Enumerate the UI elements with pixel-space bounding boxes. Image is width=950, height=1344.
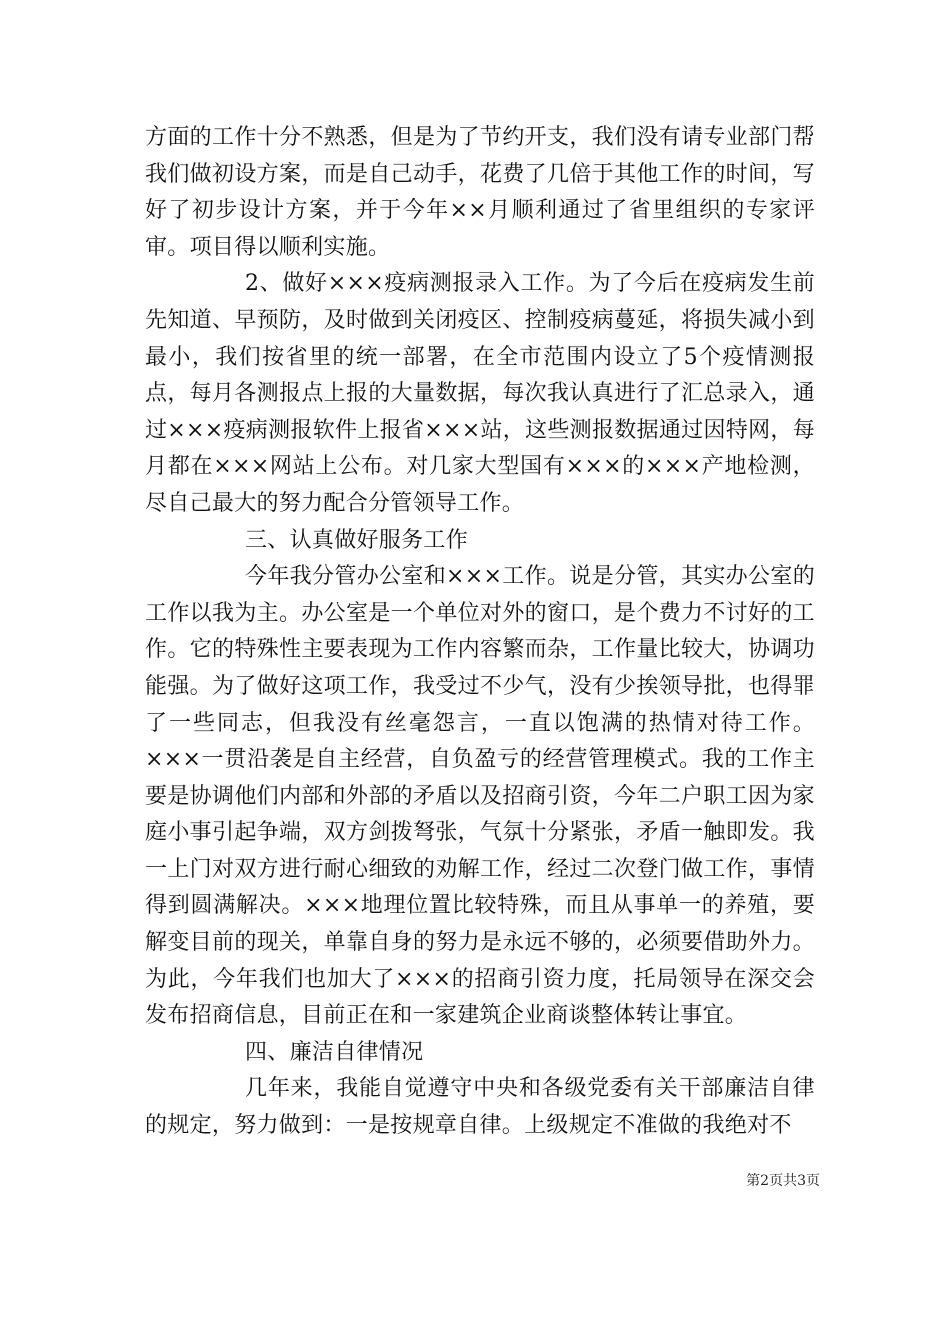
document-body xyxy=(145,120,815,1145)
paragraph-office-work: 今年我分管办公室和×××工作。说是分管，其实办公室的工作以我为主。办公室是一个单位对外的窗口，是个费力不讨好的工作。它的特殊性主要表现为工作内容繁而杂，工作量比较大，协调功能强。为了做好这项工作，我受过不少气，没有少挨领导批，也得罪了一些同志，但我没有丝毫怨言，一直以饱满的热情对待工作。×××一贯沿袭是自主经营，自负盈亏的经营管理模式。我的工作主要是协调他们内部和外部的矛盾以及招商引资，今年二户职工因为家庭小事引起争端，双方剑拨弩张，气氛十分紧张，矛盾一触即发。我一上门对双方进行耐心细致的劝解工作，经过二次登门做工作，事情得到圆满解决。×××地理位置比较特殊，而且从事单一的养殖，要解变目前的现关，单靠自身的努力是永远不够的，必须要借助外力。为此，今年我们也加大了×××的招商引资力度，托局领导在深交会发布招商信息，目前正在和一家建筑企业商谈整体转让事宜。 xyxy=(145,564,815,1029)
page-number-footer: 第2页共3页 xyxy=(746,1173,820,1189)
section-heading-service: 三、认真做好服务工作 xyxy=(245,527,469,553)
paragraph-continuation: 方面的工作十分不熟悉，但是为了节约开支，我们没有请专业部门帮我们做初设方案，而是自己动手，花费了几倍于其他工作的时间，写好了初步设计方案，并于今年××月顺利通过了省里组织的专家评审。项目得以顺利实施。 xyxy=(145,125,815,260)
paragraph-disease-reporting: 2、做好×××疫病测报录入工作。为了今后在疫病发生前先知道、早预防，及时做到关闭疫区、控制疫病蔓延，将损失减小到最小，我们按省里的统一部署，在全市范围内设立了5个疫情测报点，每月各测报点上报的大量数据，每次我认真进行了汇总录入，通过×××疫病测报软件上报省×××站，这些测报数据通过因特网，每月都在×××网站上公布。对几家大型国有×××的×××产地检测，尽自己最大的努力配合分管领导工作。 xyxy=(145,271,815,516)
section-heading-integrity: 四、廉洁自律情况 xyxy=(245,1039,424,1065)
paragraph-self-discipline: 几年来，我能自觉遵守中央和各级党委有关干部廉洁自律的规定，努力做到：一是按规章自律。上级规定不准做的我绝对不 xyxy=(145,1076,815,1139)
